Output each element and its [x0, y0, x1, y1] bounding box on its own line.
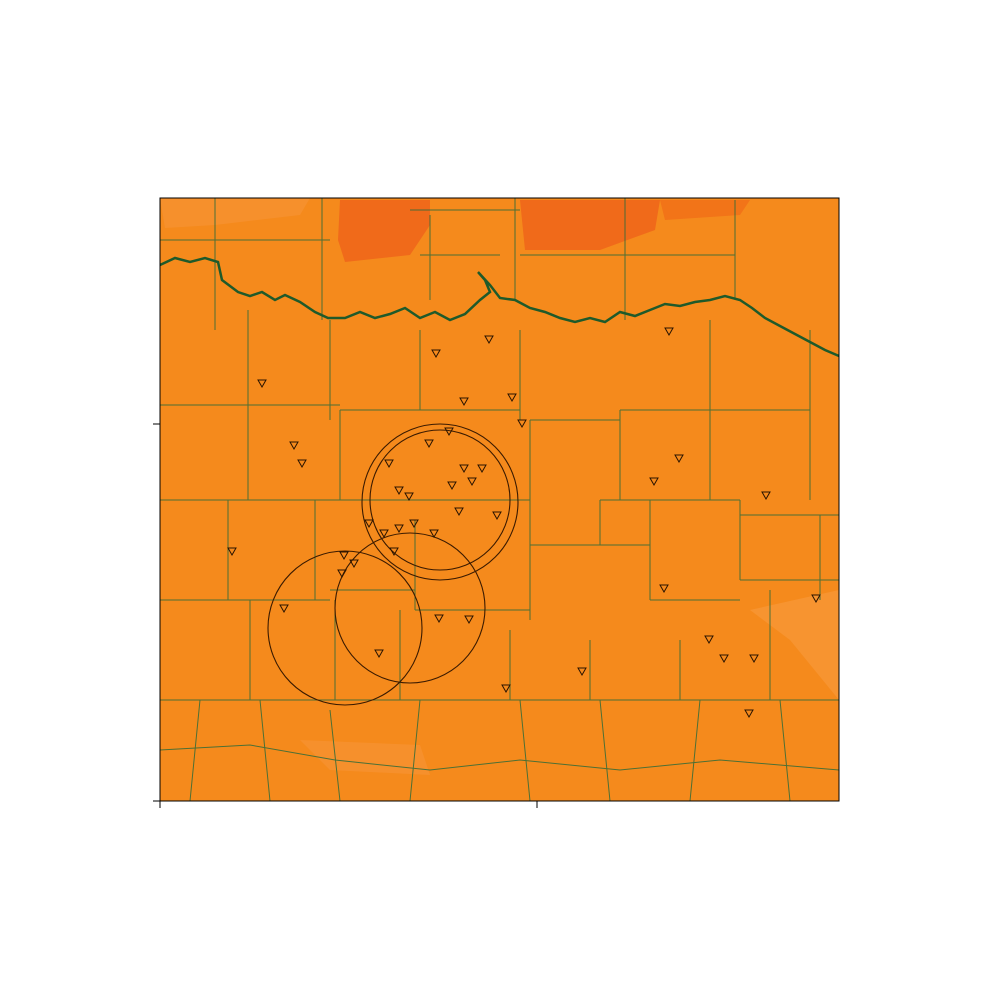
map-panel	[153, 198, 839, 808]
